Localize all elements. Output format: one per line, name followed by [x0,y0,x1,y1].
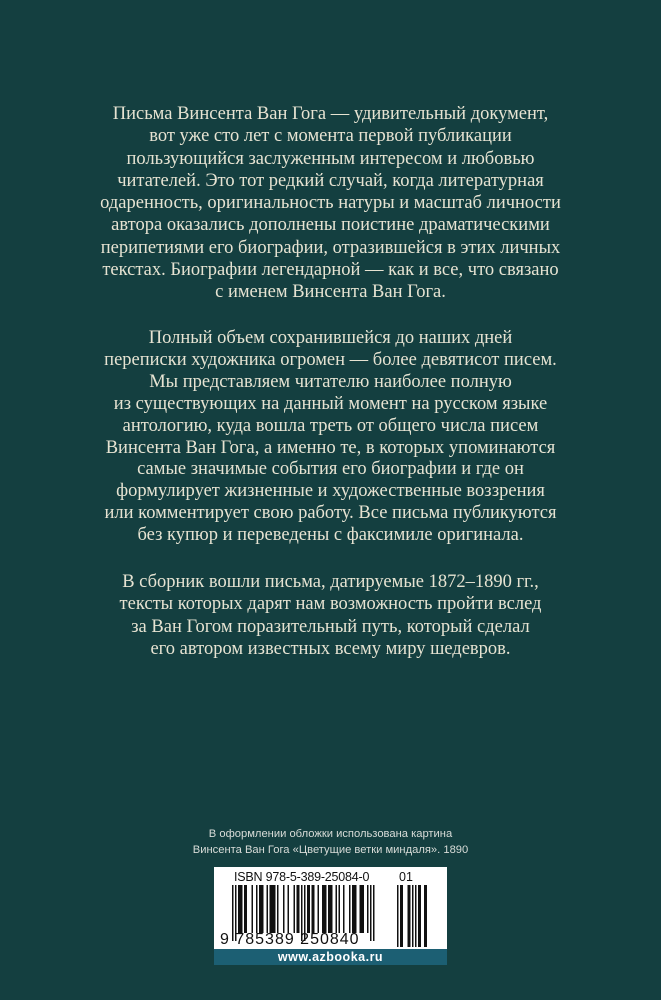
barcode-bar [246,885,248,933]
barcode-bar [298,885,300,933]
text-line: автора оказались дополнены поистине драматическими [111,215,550,236]
addon-bar [402,885,404,947]
barcode-bar [355,885,357,933]
text-line: из существующих на данный момент на русском языке [113,393,548,414]
barcode-bar [360,885,362,933]
barcode-bar [339,885,341,933]
isbn-label: ISBN 978-5-389-25084-0 [234,870,370,884]
barcode-bar [297,885,299,933]
barcode-bar [238,885,240,933]
barcode-bar [328,885,330,933]
text-line: Мы представляем читателю наиболее полную [149,371,512,392]
barcode-bar [267,885,269,933]
addon-bar [424,885,426,947]
caption-line-2: Винсента Ван Гога «Цветущие ветки миндаля». 1890 [192,844,469,856]
barcode-bar [307,885,309,933]
text-line: Письма Винсента Ван Гога — удивительный документ, [112,104,549,124]
barcode-bar [256,885,258,933]
description-paragraph-3 [0,571,661,660]
addon-bar [408,885,410,947]
addon-bar [415,885,417,947]
barcode-bar [262,885,264,933]
barcode-bar [261,885,263,933]
barcode-bar [277,885,279,933]
barcode-bar [373,885,375,941]
barcode-bar [259,885,261,933]
barcode-bar [240,885,242,933]
barcode-bar [252,885,254,933]
text-line: одаренность, оригинальность натуры и масштаб личности [100,193,561,214]
barcode-bar [330,885,332,933]
barcode-bar [313,885,315,933]
barcode-bar [318,885,320,933]
text-line: без купюр и переведены с факсимиле оригинала. [137,525,524,546]
addon-bar [400,885,402,947]
barcode-block [214,867,447,965]
barcode-bar [273,885,275,933]
barcode-bar [270,885,272,933]
barcode-bar [288,885,290,933]
addon-bar [426,885,428,947]
ean-digits: 9 785389 250840 [220,931,360,948]
barcode-bar [324,885,326,933]
text-line: пользующийся заслуженным интересом и любовью [126,148,535,169]
barcode-bar [274,885,276,933]
description-paragraph-1 [0,103,661,304]
addon-bar [418,885,420,947]
text-line: Полный объем сохранившейся до наших дней [148,328,513,348]
description-paragraph-2 [0,328,661,547]
barcode-bar [349,885,351,933]
barcode-bar [361,885,363,933]
text-line: или комментирует свою работу. Все письма публикуются [104,503,557,524]
addon-bar [420,885,422,947]
barcode-bar [343,885,345,933]
text-line: антологию, куда вошла треть от общего числа писем [122,415,539,436]
barcode-bar [283,885,285,933]
barcode-addon-number: 01 [399,870,413,884]
barcode-bar [325,885,327,933]
text-line: читателей. Это тот редкий случай, когда литературная [117,170,544,191]
barcode-bar [370,885,372,941]
barcode-bar [309,885,311,933]
text-line: формулирует жизненные и художественные воззрения [116,481,545,502]
barcode-bar [336,885,338,933]
text-line: Винсента Ван Гога, а именно те, в которых упоминаются [105,437,556,458]
barcode-bar [312,885,314,933]
barcode-bar [367,885,369,933]
addon-bar [412,885,414,947]
addon-bar [397,885,399,947]
text-line: самые значимые события его биографии и где он [137,459,524,480]
barcode-bar [354,885,356,933]
text-line: тексты которых дарят нам возможность пройти вслед [119,594,542,615]
text-line: за Ван Гогом поразительный путь, который сделал [131,616,530,637]
text-line: его автором известных всему миру шедевров. [150,638,511,659]
barcode-bar [271,885,273,933]
publisher-url[interactable]: www.azbooka.ru [214,949,447,965]
barcode-bar [352,885,354,933]
cover-art-caption [0,826,661,858]
barcode-bar [244,885,246,933]
barcode-bar [331,885,333,933]
caption-line-1: В оформлении обложки использована картина [208,828,453,840]
text-line: вот уже сто лет с момента первой публикации [149,126,512,147]
barcode-bar [241,885,243,933]
barcode-bar [322,885,324,933]
barcode-bar [363,885,365,933]
addon-bar [409,885,411,947]
barcode-bar [294,885,296,933]
text-line: с именем Винсента Ван Гога. [215,282,446,303]
text-line: перипетиями его биографии, отразившейся в этих личных [100,237,561,258]
text-line: переписки художника огромен — более девятисот писем. [104,349,557,370]
text-line: текстах. Биографии легендарной — как и все, что связано [102,260,559,281]
text-line: В сборник вошли письма, датируемые 1872–1890 гг., [122,572,539,592]
